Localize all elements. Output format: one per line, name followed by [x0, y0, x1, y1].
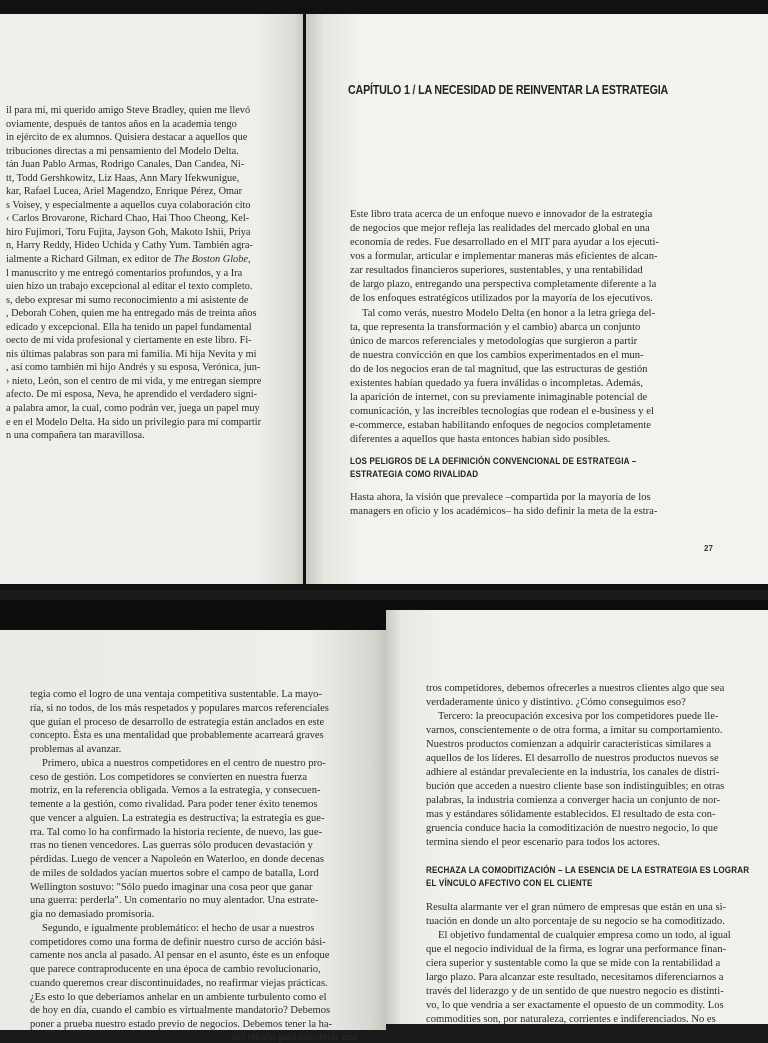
- text-line: managers en oficio y los académicos– ha sido definir la meta de la estra-: [350, 506, 658, 518]
- text-line: nis últimas palabras son para mi familia. Mi hija Nevita y mi: [6, 348, 257, 360]
- text-line: afecto. De mi esposa, Neva, he aprendido el verdadero signi-: [6, 389, 258, 401]
- text-line: verdaderamente único y distintivo. ¿Cómo conseguimos eso?: [426, 697, 686, 709]
- heading-line: RECHAZA LA COMODITIZACIÓN – LA ESENCIA DE LA ESTRATEGIA ES LOGRAR: [426, 864, 750, 875]
- unique-offer-paragraph: [426, 682, 744, 710]
- text-line: edicado y excepcional. Ella ha tenido un papel fundamental: [6, 321, 252, 333]
- text-line: kar, Rafael Lucea, Ariel Magendzo, Enrique Pérez, Omar: [6, 186, 243, 198]
- strategy-rivalry-text: [30, 688, 352, 1032]
- text-line: camente nos ancla al pasado. Al pensar en el asunto, éste es un enfoque: [30, 950, 330, 962]
- text-line: ta, que representa la transformación y el cambio) abarca un conjunto: [350, 322, 641, 334]
- text-line: de negocios que mejor refleja las realidades del mercado global en una: [350, 223, 650, 235]
- text-line: de largo plazo, entregando una perspectiva completamente diferente a la: [350, 279, 657, 291]
- chapter-name: LA NECESIDAD DE REINVENTAR LA ESTRATEGIA: [418, 82, 669, 97]
- text-line: tuación en donde un alto porcentaje de su negocio se ha comoditizado.: [426, 916, 725, 928]
- text-line: termina siendo el peor escenario para todos los actores.: [426, 837, 660, 849]
- text-line: poner a prueba nuestro estado previo de negocios. Debemos tener la ha-: [30, 1019, 333, 1030]
- text-line: existentes habían quedado ya fuera inválidas o incompletas. Además,: [350, 378, 644, 390]
- text-line: Tal como verás, nuestro Modelo Delta (en honor a la letra griega del-: [362, 308, 656, 319]
- text-line: largo plazo. Para alcanzar este resultado, necesitamos diferenciarnos a: [426, 972, 724, 984]
- text-line: gia no demasiado promisoria.: [30, 909, 155, 920]
- text-line: aquellos de los líderes. El desarrollo de nuestros productos nuevos se: [426, 753, 719, 765]
- text-line: tegia como el logro de una ventaja competitiva sustentable. La mayo-: [30, 689, 322, 700]
- text-line: pérdidas. Luego de vencer a Napoleón en Waterloo, en donde decenas: [30, 854, 325, 865]
- text-line: de nuestra convicción en que los cambios experimentados en el mun-: [350, 350, 644, 362]
- bottom-book-spread: [0, 600, 768, 1043]
- text-line: de miles de soldados yacían muertos sobre el campo de batalla, Lord: [30, 867, 319, 879]
- text-line: que vencer a alguien. La estrategia es destructiva; la estrategia es gue-: [30, 812, 325, 824]
- page-number: 27: [704, 544, 713, 553]
- text-line: temente a la gestión, como rivalidad. Para poder tener éxito tenemos: [30, 799, 318, 810]
- acknowledgments-text: [6, 104, 280, 443]
- text-line: e en el Modelo Delta. Ha sido un privilegio para mí compartir: [6, 416, 262, 428]
- text-line: Hasta ahora, la visión que prevalece –compartida por la mayoría de los: [350, 492, 651, 503]
- section-heading-rivalry: [350, 454, 636, 480]
- text-line: que el negocio individual de la firma, es lograr una performance finan-: [426, 944, 727, 956]
- text-line: ¿Es esto lo que deberíamos anhelar en un ambiente turbulento como el: [30, 991, 327, 1003]
- text-line: El objetivo fundamental de cualquier empresa como un todo, al igual: [438, 930, 731, 941]
- text-line: economía de redes. Fue desarrollado en el MIT para ayudar a los ejecuti-: [350, 237, 659, 249]
- text-line: tán Juan Pablo Armas, Rodrigo Canales, Dan Candea, Ni-: [6, 159, 245, 171]
- prevailing-view-paragraph: [350, 491, 668, 519]
- bottom-left-page: [0, 630, 386, 1043]
- top-right-page: [306, 14, 768, 584]
- text-line: de los enfoques estratégicos utilizados por la mayoría de los ejecutivos.: [350, 293, 653, 305]
- text-line: Resulta alarmante ver el gran número de empresas que están en una si-: [426, 902, 727, 913]
- text-line: ría, si no todos, de los más respetados y populares marcos referenciales: [30, 702, 329, 714]
- text-line: zar resultados financieros superiores, sustentables, y una rentabilidad: [350, 265, 643, 277]
- text-line: rras no tienen vencedores. Las guerras sólo producen devastación y: [30, 840, 313, 852]
- text-line: uien hizo un trabajo excepcional al editar el texto completo.: [6, 281, 253, 293]
- text-line: Tercero: la preocupación excesiva por los competidores puede lle-: [438, 711, 719, 722]
- text-line: una guerra: perderla". Un comentario no muy alentador. Una estrate-: [30, 895, 319, 907]
- text-line: oecto de mi vida profesional y ciertamente en este libro. Fi-: [6, 335, 252, 347]
- text-line: mas y estándares sólidamente establecidos. El resultado de esta con-: [426, 809, 716, 821]
- text-line: a palabra amor, la cual, como podrán ver, juega un papel muy: [6, 403, 260, 415]
- text-line: de hoy en día, cuando el cambio es virtualmente mandatorio? Debemos: [30, 1005, 331, 1017]
- text-line: s Voisey, y especialmente a aquellos cuya colaboración cito: [6, 199, 251, 211]
- text-line: ceso de gestión. Los competidores se convierten en nuestra fuerza: [30, 771, 307, 783]
- text-line: la aparición de internet, con su previamente inimaginable potencial de: [350, 392, 648, 404]
- text-line: in ejército de ex alumnos. Quisiera destacar a aquellos que: [6, 132, 248, 144]
- partial-text-line: del rebaño para encontrar una: [232, 1032, 357, 1043]
- text-line: varnos, conscientemente o de otra forma, a imitar su comportamiento.: [426, 725, 723, 737]
- heading-line: LOS PELIGROS DE LA DEFINICIÓN CONVENCIONAL DE ESTRATEGIA –: [350, 455, 637, 466]
- commoditization-paragraph: [426, 901, 744, 929]
- text-line: oviamente, después de tantos años en la academia tengo: [6, 118, 237, 130]
- text-line: motriz, en la referencia obligada. Vemos a la estrategia, y consecuen-: [30, 785, 321, 797]
- text-line: , Deborah Cohen, quien me ha entregado más de treinta años: [6, 308, 257, 320]
- text-line: que parece contraproducente en una época de cambio revolucionario,: [30, 964, 321, 975]
- text-line: Este libro trata acerca de un enfoque nuevo e innovador de la estrategia: [350, 209, 653, 220]
- text-line: l manuscrito y me entregó comentarios profundos, y a Ira: [6, 267, 243, 279]
- text-line: Wellington sostuvo: "Sólo puedo imaginar una cosa peor que ganar: [30, 881, 313, 893]
- text-line: palabras, la industria comienza a converger hacia un conjunto de nor-: [426, 795, 721, 807]
- chapter-title: [348, 82, 668, 97]
- text-line: problemas al avanzar.: [30, 744, 122, 755]
- text-line: único de marcos referenciales y metodologías que surgieron a partir: [350, 336, 638, 348]
- text-line: commodities son, por naturaleza, corrientes e indiferenciados. No es: [426, 1014, 716, 1026]
- text-line: través del liderazgo y de un sentido de que nuestro negocio es distinti-: [426, 986, 724, 998]
- heading-line: EL VÍNCULO AFECTIVO CON EL CLIENTE: [426, 877, 593, 888]
- text-line: Nuestros productos comienzan a adquirir características similares a: [426, 739, 712, 751]
- text-line: ialmente a Richard Gilman, ex editor de The Boston Globe,: [6, 254, 251, 266]
- text-line: que guían el proceso de desarrollo de estrategia están anclados en este: [30, 716, 325, 728]
- text-line: tros competidores, debemos ofrecerles a nuestros clientes algo que sea: [426, 683, 725, 694]
- text-line: hiro Fujimori, Toru Fujita, Jayson Goh, Makoto Ishii, Priya: [6, 226, 251, 238]
- text-line: comunicación, y las increíbles tecnologías que rodean el e-business y el: [350, 406, 654, 418]
- text-line: il para mí, mi querido amigo Steve Bradley, quien me llevó: [6, 105, 251, 116]
- text-line: ‹ Carlos Brovarone, Richard Chao, Hai Thoo Cheong, Kel-: [6, 213, 250, 225]
- delta-model-paragraph: [350, 307, 668, 447]
- text-line: concepto. Ésta es una mentalidad que probablemente acarreará graves: [30, 730, 324, 742]
- chapter-separator: /: [409, 82, 419, 97]
- text-line: tt, Todd Gershkowitz, Liz Haas, Ann Mary Ifekwunigue,: [6, 172, 240, 184]
- imitation-paragraph: [426, 710, 744, 850]
- text-line: diferentes a aquellos que hasta entonces habían sido posibles.: [350, 434, 611, 446]
- text-line: › nieto, León, son el centro de mi vida, y me entregan siempre: [6, 375, 262, 387]
- text-line: rra. Tal como lo ha confirmado la historia reciente, de nuevo, las gue-: [30, 826, 323, 838]
- chapter-label: CAPÍTULO 1: [348, 82, 410, 97]
- text-line: Segundo, e igualmente problemático: el hecho de usar a nuestros: [42, 922, 315, 934]
- text-line: , así como también mi hijo Andrés y su esposa, Verónica, jun-: [6, 362, 261, 374]
- top-left-page: [0, 14, 303, 584]
- text-line: cuando queremos crear discontinuidades, no reafirmar viejas prácticas.: [30, 977, 328, 989]
- text-line: bución que acceden a nuestro cliente base son indistinguibles; en otras: [426, 781, 725, 793]
- text-line: adhiere al estándar prevaleciente en la industria, los canales de distri-: [426, 767, 720, 779]
- text-line: e-commerce, estaban habilitando enfoques de negocios completamente: [350, 420, 651, 432]
- text-line: vos a formular, articular e implementar maneras más eficientes de alcan-: [350, 251, 658, 263]
- text-line: n, Harry Reddy, Hideo Uchida y Cathy Yum. También agra-: [6, 240, 253, 252]
- text-line: tribuciones directas a mi pensamiento del Modelo Delta.: [6, 145, 239, 157]
- text-line: vo, lo que vendría a ser exactamente el opuesto de un commodity. Los: [426, 1000, 724, 1012]
- section-heading-commoditization: [426, 863, 749, 889]
- text-line: ciera superior y sustentable como la que se mide con la rentabilidad a: [426, 958, 721, 970]
- text-line: competidores como una forma de definir nuestro curso de acción bási-: [30, 936, 326, 948]
- text-line: Primero, ubica a nuestros competidores en el centro de nuestro pro-: [42, 757, 326, 769]
- text-line: s, debo expresar mi sumo reconocimiento a mi asistente de: [6, 294, 249, 306]
- bottom-right-page: [386, 610, 768, 1024]
- intro-paragraph: [350, 208, 668, 306]
- objective-paragraph: [426, 929, 744, 1027]
- heading-line: ESTRATEGIA COMO RIVALIDAD: [350, 468, 479, 479]
- text-line: gruencia conduce hacia la comoditización de nuestro negocio, lo que: [426, 823, 718, 835]
- text-line: do de los negocios eran de tal magnitud, que las estructuras de gestión: [350, 364, 648, 376]
- text-line: n una compañera tan maravillosa.: [6, 430, 145, 442]
